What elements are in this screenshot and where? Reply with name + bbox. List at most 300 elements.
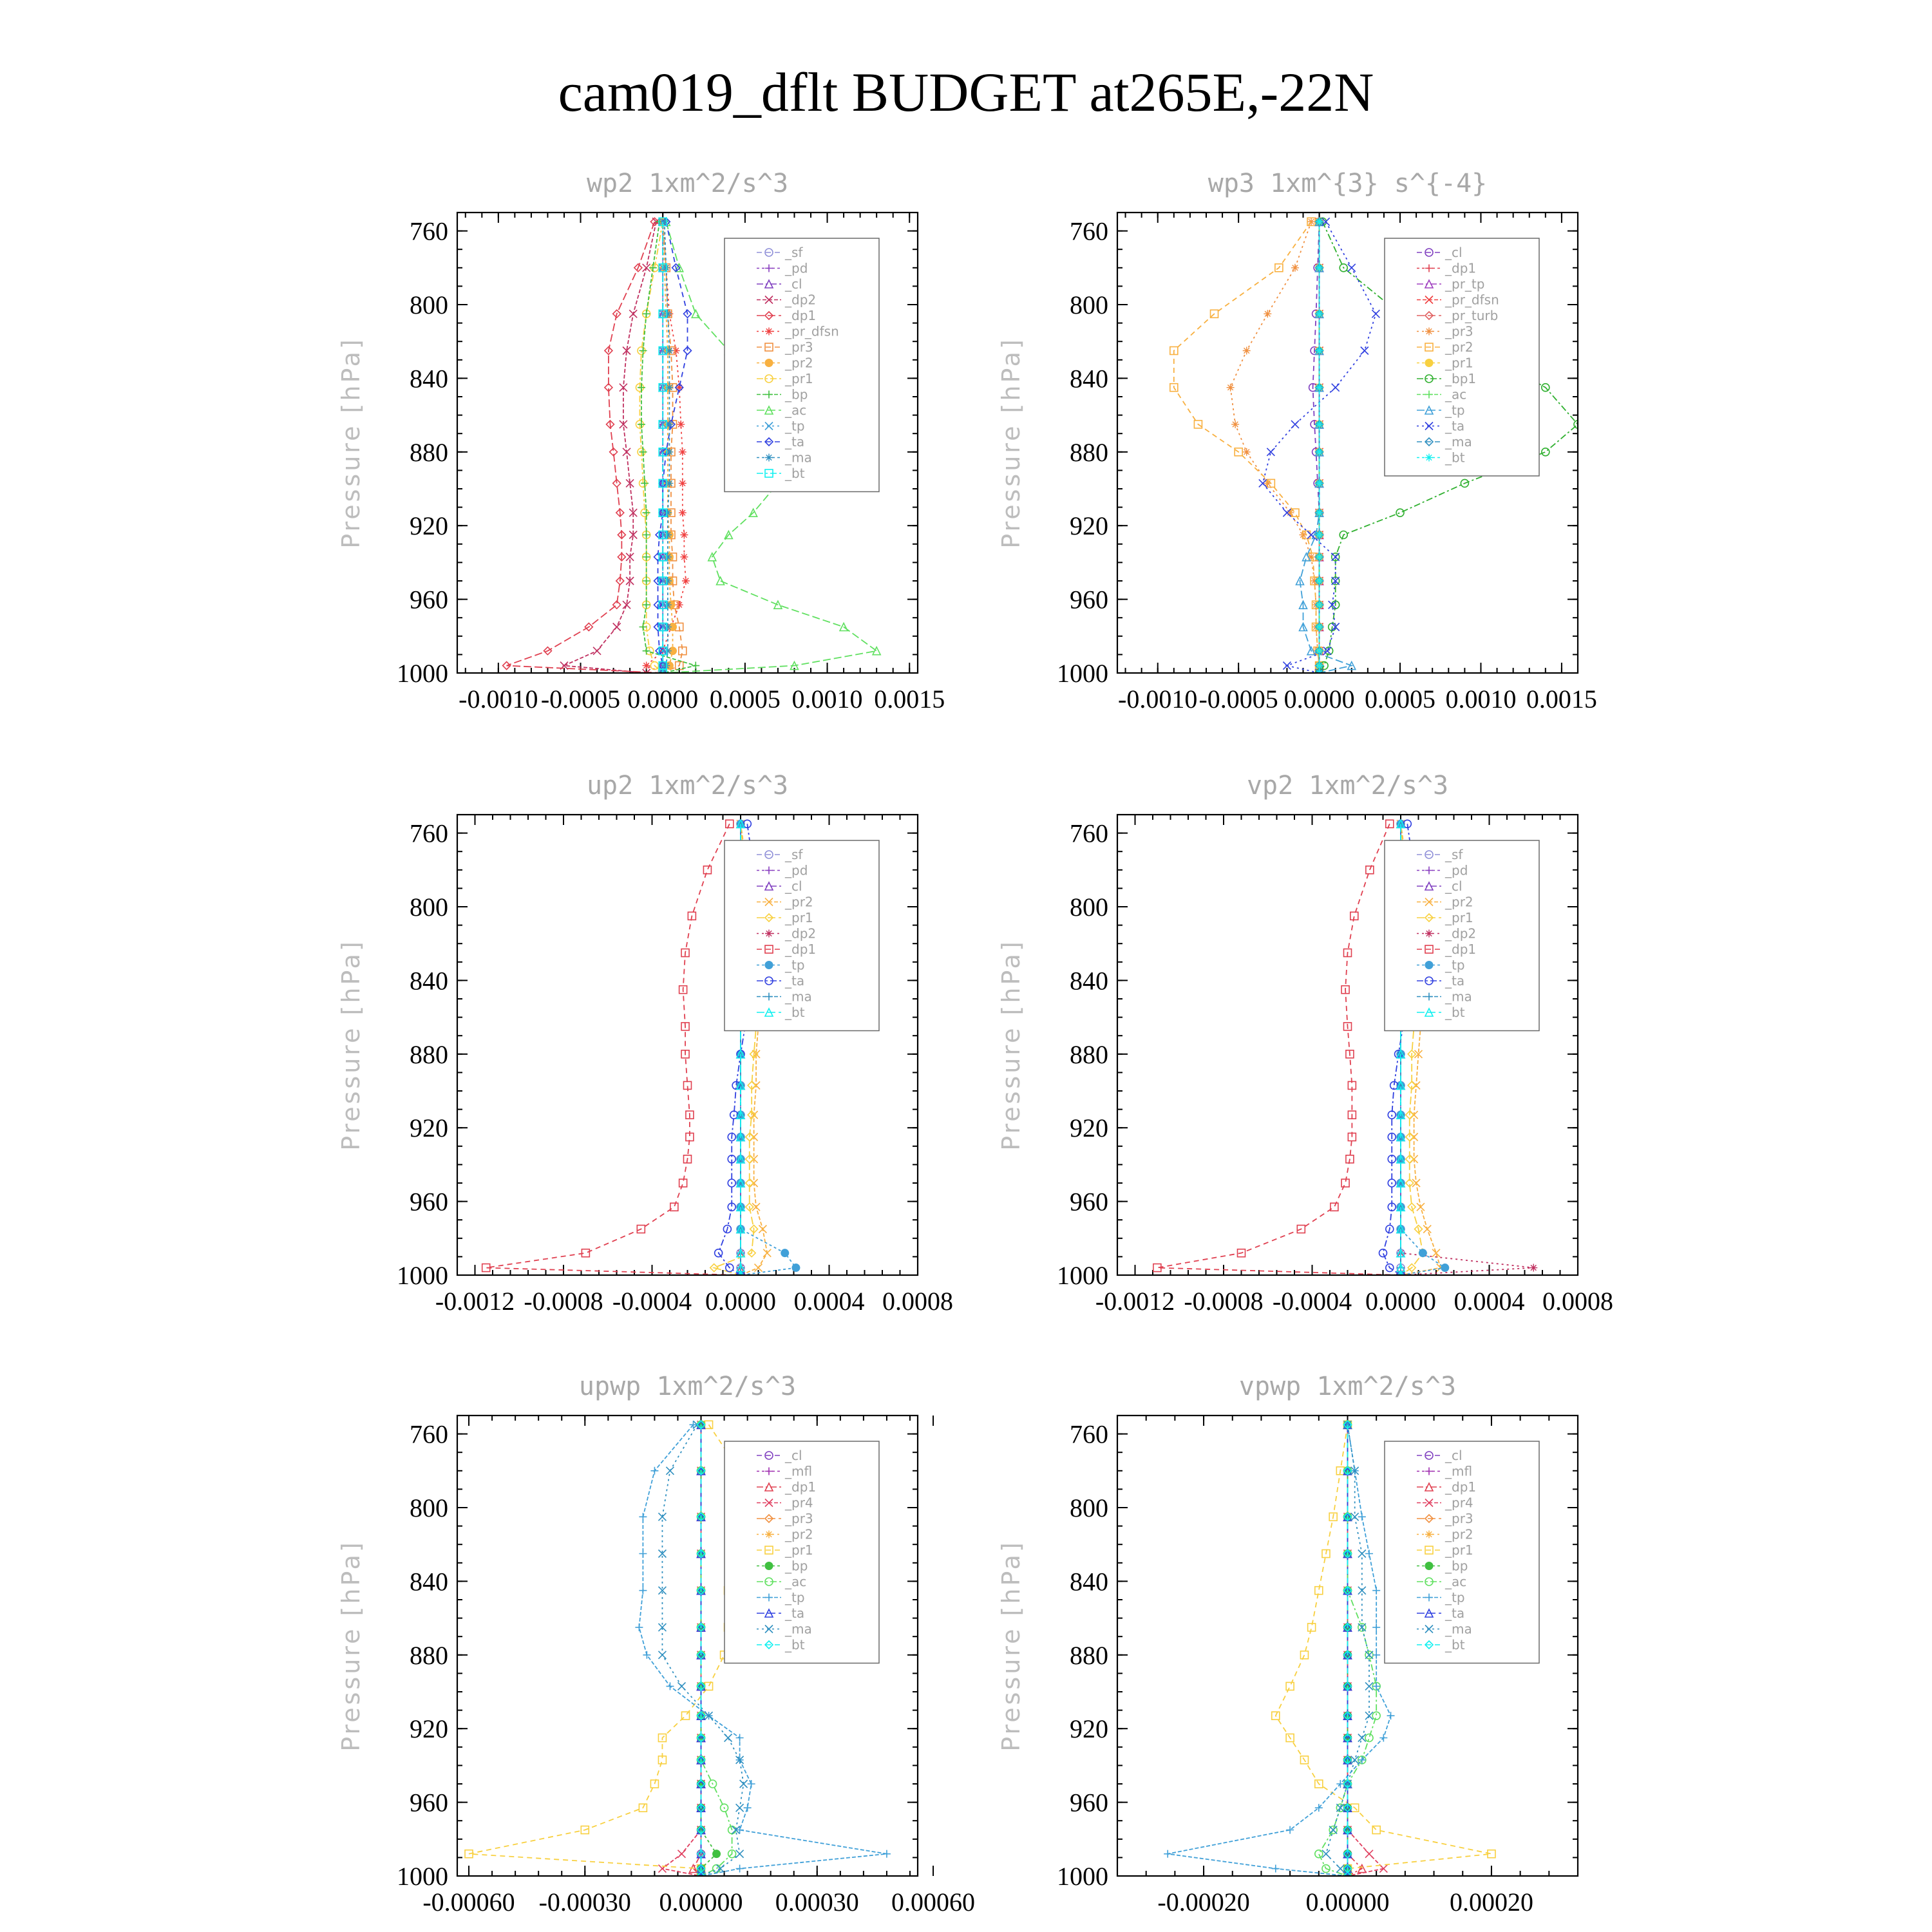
x-tick-label: -0.00060 bbox=[422, 1888, 515, 1917]
series-_tp bbox=[1296, 218, 1355, 677]
legend-label: _tp bbox=[785, 418, 805, 434]
x-tick-label: 0.0000 bbox=[627, 685, 699, 714]
data-point bbox=[664, 577, 672, 585]
legend-label: _bp1 bbox=[1445, 371, 1477, 386]
y-tick-label: 960 bbox=[1070, 1187, 1108, 1217]
legend-label: _ta bbox=[1445, 1605, 1465, 1621]
legend-marker bbox=[765, 359, 773, 367]
legend-label: _dp1 bbox=[785, 308, 817, 323]
series-line bbox=[1231, 222, 1320, 673]
x-tick-label: 0.00030 bbox=[775, 1888, 859, 1917]
data-point bbox=[662, 264, 670, 272]
legend-label: _bt bbox=[1445, 1637, 1465, 1653]
data-point bbox=[638, 421, 645, 428]
data-point bbox=[639, 623, 647, 631]
y-tick-label: 920 bbox=[1070, 511, 1108, 541]
legend-marker bbox=[1425, 359, 1433, 367]
legend-marker bbox=[765, 328, 773, 336]
data-point bbox=[1329, 1826, 1337, 1834]
x-tick-label: -0.0012 bbox=[435, 1287, 515, 1316]
data-point bbox=[703, 866, 711, 874]
legend-label: _bp bbox=[785, 386, 808, 402]
y-tick-label: 880 bbox=[1070, 437, 1108, 467]
panel-subtitle: up2 1xm^2/s^3 bbox=[586, 771, 789, 800]
panel-subtitle: upwp 1xm^2/s^3 bbox=[578, 1372, 797, 1401]
x-tick-label: -0.0004 bbox=[612, 1287, 692, 1316]
data-point bbox=[664, 623, 672, 631]
data-point bbox=[744, 1804, 752, 1812]
legend-label: _tp bbox=[1445, 1589, 1465, 1605]
data-point bbox=[873, 647, 880, 655]
legend-label: _pr4 bbox=[1445, 1495, 1473, 1511]
panel-4 bbox=[337, 1372, 975, 1917]
legend-marker bbox=[1425, 454, 1433, 462]
data-point bbox=[658, 1651, 666, 1659]
data-point bbox=[1316, 577, 1323, 585]
y-axis-label: Pressure [hPa] bbox=[997, 939, 1025, 1151]
data-point bbox=[664, 553, 672, 561]
x-tick-label: 0.0000 bbox=[1365, 1287, 1436, 1316]
y-tick-label: 920 bbox=[410, 1113, 448, 1143]
data-point bbox=[664, 509, 672, 516]
series-_tp bbox=[1164, 1421, 1394, 1880]
legend-label: _pr1 bbox=[1445, 910, 1473, 925]
legend-label: _pr2 bbox=[785, 355, 813, 371]
data-point bbox=[639, 448, 647, 456]
data-point bbox=[740, 1780, 748, 1788]
data-point bbox=[1379, 1249, 1387, 1257]
data-point bbox=[1417, 1203, 1425, 1211]
y-tick-label: 960 bbox=[1070, 585, 1108, 614]
legend-label: _ac bbox=[1445, 1574, 1467, 1589]
data-point bbox=[1361, 347, 1368, 355]
data-point bbox=[1372, 1712, 1380, 1719]
legend-label: _dp2 bbox=[785, 925, 817, 942]
legend bbox=[1385, 238, 1539, 476]
x-tick-label: 0.0008 bbox=[882, 1287, 953, 1316]
data-point bbox=[736, 1804, 744, 1812]
series-line bbox=[486, 824, 741, 1275]
legend-marker bbox=[1425, 328, 1433, 336]
data-point bbox=[1365, 1850, 1373, 1858]
y-tick-label: 880 bbox=[410, 437, 448, 467]
data-point bbox=[629, 310, 637, 317]
y-tick-label: 800 bbox=[410, 893, 448, 922]
legend-label: _bt bbox=[785, 466, 805, 481]
panel-subtitle: vp2 1xm^2/s^3 bbox=[1246, 771, 1449, 800]
data-point bbox=[1396, 509, 1404, 516]
legend-label: _pr2 bbox=[785, 1526, 813, 1542]
data-point bbox=[1316, 531, 1323, 539]
data-point bbox=[781, 1249, 789, 1257]
y-tick-label: 920 bbox=[1070, 1113, 1108, 1143]
y-tick-label: 840 bbox=[410, 1567, 448, 1596]
legend bbox=[724, 238, 879, 492]
data-point bbox=[1227, 384, 1235, 392]
legend-label: _mfl bbox=[1445, 1463, 1473, 1479]
y-tick-label: 800 bbox=[410, 1493, 448, 1522]
legend-marker bbox=[765, 930, 773, 938]
data-point bbox=[724, 1734, 732, 1742]
series-line bbox=[1348, 1425, 1384, 1876]
data-point bbox=[643, 264, 650, 272]
legend-label: _ma bbox=[1445, 434, 1472, 450]
y-tick-label: 1000 bbox=[1057, 1862, 1108, 1891]
x-tick-label: 0.0005 bbox=[709, 685, 781, 714]
legend-marker bbox=[765, 961, 773, 969]
data-point bbox=[1379, 1734, 1387, 1742]
x-tick-label: 0.00000 bbox=[659, 1888, 743, 1917]
data-point bbox=[643, 509, 650, 516]
legend-label: _ma bbox=[785, 450, 812, 466]
data-point bbox=[679, 479, 687, 487]
y-tick-label: 1000 bbox=[397, 1862, 448, 1891]
legend-label: _tp bbox=[785, 957, 805, 973]
data-point bbox=[593, 647, 601, 655]
legend-label: _cl bbox=[785, 1448, 802, 1463]
data-point bbox=[1358, 1513, 1366, 1520]
series-_pr3 bbox=[1227, 218, 1323, 677]
legend-label: _ma bbox=[1445, 989, 1472, 1005]
y-axis-label: Pressure [hPa] bbox=[997, 337, 1025, 549]
data-point bbox=[1365, 1651, 1373, 1659]
data-point bbox=[664, 531, 672, 539]
legend-label: _ta bbox=[1445, 418, 1465, 434]
data-point bbox=[664, 310, 672, 317]
data-point bbox=[635, 1624, 643, 1631]
y-axis-label: Pressure [hPa] bbox=[337, 337, 365, 549]
data-point bbox=[1542, 448, 1549, 456]
y-tick-label: 880 bbox=[1070, 1640, 1108, 1670]
data-point bbox=[1231, 421, 1239, 428]
data-point bbox=[1322, 1850, 1330, 1858]
y-tick-label: 920 bbox=[1070, 1714, 1108, 1744]
legend-label: _pd bbox=[785, 862, 808, 878]
data-point bbox=[639, 1587, 647, 1595]
x-tick-label: -0.00020 bbox=[1157, 1888, 1250, 1917]
panel-5 bbox=[997, 1372, 1578, 1917]
data-point bbox=[1372, 1651, 1380, 1659]
data-point bbox=[639, 1550, 647, 1558]
legend-marker bbox=[1425, 930, 1433, 938]
legend-label: _ac bbox=[785, 1574, 807, 1589]
panel-3 bbox=[997, 771, 1613, 1316]
legend-label: _bt bbox=[785, 1637, 805, 1653]
data-point bbox=[736, 1826, 744, 1834]
y-tick-label: 920 bbox=[410, 511, 448, 541]
legend-label: _pr1 bbox=[1445, 1542, 1473, 1558]
legend-label: _pr_dfsn bbox=[1445, 292, 1499, 308]
legend-label: _pr2 bbox=[1445, 339, 1473, 355]
legend-label: _dp2 bbox=[785, 292, 817, 308]
legend-label: _pr_dfsn bbox=[785, 323, 839, 339]
data-point bbox=[883, 1850, 891, 1858]
data-point bbox=[1365, 1712, 1373, 1719]
data-point bbox=[641, 479, 649, 487]
data-point bbox=[638, 384, 645, 392]
legend-label: _cl bbox=[1445, 1448, 1463, 1463]
data-point bbox=[662, 662, 670, 670]
legend-label: _cl bbox=[785, 276, 802, 292]
series-line bbox=[507, 222, 663, 673]
data-point bbox=[1316, 347, 1323, 355]
legend-label: _bt bbox=[1445, 450, 1465, 466]
series-line bbox=[1168, 1425, 1390, 1876]
x-tick-label: -0.0008 bbox=[1184, 1287, 1264, 1316]
x-tick-label: -0.0005 bbox=[540, 685, 621, 714]
y-tick-label: 760 bbox=[1070, 216, 1108, 246]
data-point bbox=[672, 347, 680, 355]
data-point bbox=[639, 1513, 647, 1520]
data-point bbox=[1243, 347, 1251, 355]
x-tick-label: -0.0010 bbox=[1118, 685, 1198, 714]
legend-label: _bp bbox=[785, 1558, 808, 1574]
legend-label: _ma bbox=[785, 989, 812, 1005]
panel-2 bbox=[337, 771, 953, 1316]
data-point bbox=[736, 1734, 744, 1742]
legend bbox=[724, 1441, 879, 1663]
legend-label: _ac bbox=[785, 402, 807, 418]
data-point bbox=[713, 1850, 721, 1858]
legend-marker bbox=[765, 454, 773, 462]
data-point bbox=[1530, 1264, 1537, 1272]
y-tick-label: 800 bbox=[1070, 1493, 1108, 1522]
data-point bbox=[1365, 1682, 1373, 1690]
legend-label: _pr3 bbox=[785, 339, 813, 355]
data-point bbox=[1316, 479, 1323, 487]
data-point bbox=[792, 1264, 800, 1272]
data-point bbox=[1419, 1249, 1426, 1257]
y-tick-label: 760 bbox=[1070, 819, 1108, 848]
x-tick-label: 0.00060 bbox=[891, 1888, 976, 1917]
legend-label: _tp bbox=[1445, 957, 1465, 973]
x-tick-label: 0.0004 bbox=[793, 1287, 865, 1316]
data-point bbox=[1243, 448, 1251, 456]
figure-title: cam019_dflt BUDGET at265E,-22N bbox=[558, 61, 1374, 123]
y-tick-label: 1000 bbox=[1057, 659, 1108, 688]
y-tick-label: 1000 bbox=[1057, 1261, 1108, 1290]
legend-label: _dp1 bbox=[785, 1479, 817, 1495]
x-tick-label: -0.00030 bbox=[538, 1888, 631, 1917]
legend-marker bbox=[1425, 1531, 1433, 1539]
data-point bbox=[1164, 1850, 1171, 1858]
series-_dp1 bbox=[1153, 820, 1405, 1279]
data-point bbox=[1372, 310, 1379, 317]
legend-label: _pr1 bbox=[1445, 355, 1473, 371]
y-tick-label: 840 bbox=[1070, 966, 1108, 996]
legend-label: _pr2 bbox=[785, 894, 813, 910]
x-tick-label: 0.0010 bbox=[1445, 685, 1517, 714]
data-point bbox=[1291, 264, 1299, 272]
panel-subtitle: wp2 1xm^2/s^3 bbox=[586, 169, 789, 198]
y-tick-label: 880 bbox=[1070, 1039, 1108, 1069]
x-tick-label: -0.0010 bbox=[459, 685, 538, 714]
data-point bbox=[676, 601, 683, 609]
legend-label: _pr_turb bbox=[1445, 308, 1499, 323]
data-point bbox=[1372, 1587, 1380, 1595]
y-axis-label: Pressure [hPa] bbox=[337, 939, 365, 1151]
legend-label: _ta bbox=[1445, 973, 1465, 989]
legend-label: _dp1 bbox=[1445, 260, 1477, 276]
data-point bbox=[1272, 1865, 1280, 1873]
legend bbox=[1385, 840, 1539, 1031]
legend-label: _ta bbox=[785, 434, 805, 450]
y-tick-label: 1000 bbox=[397, 1261, 448, 1290]
data-point bbox=[1300, 1651, 1308, 1659]
legend-label: _pr1 bbox=[785, 371, 813, 386]
legend-label: _pr_tp bbox=[1445, 276, 1485, 292]
y-tick-label: 960 bbox=[410, 585, 448, 614]
legend-label: _pr4 bbox=[785, 1495, 813, 1511]
legend-label: _bp bbox=[1445, 1558, 1468, 1574]
y-tick-label: 960 bbox=[410, 1788, 448, 1817]
data-point bbox=[1316, 647, 1323, 655]
data-point bbox=[759, 1226, 766, 1233]
y-tick-label: 840 bbox=[410, 966, 448, 996]
legend-label: _ac bbox=[1445, 386, 1467, 402]
x-tick-label: 0.00000 bbox=[1305, 1888, 1390, 1917]
data-point bbox=[1365, 1734, 1373, 1742]
y-tick-label: 800 bbox=[1070, 290, 1108, 319]
y-tick-label: 840 bbox=[1070, 364, 1108, 393]
data-point bbox=[1358, 1734, 1366, 1742]
data-point bbox=[679, 448, 687, 456]
x-tick-label: 0.0000 bbox=[705, 1287, 776, 1316]
legend-label: _cl bbox=[1445, 878, 1463, 894]
x-tick-label: 0.0000 bbox=[1283, 685, 1355, 714]
y-tick-label: 920 bbox=[410, 1714, 448, 1744]
data-point bbox=[1372, 1624, 1380, 1631]
data-point bbox=[1365, 1550, 1373, 1558]
data-point bbox=[1387, 1712, 1395, 1719]
data-point bbox=[1316, 553, 1323, 561]
panel-subtitle: wp3 1xm^{3} s^{-4} bbox=[1208, 169, 1488, 198]
legend-marker bbox=[765, 1562, 773, 1570]
data-point bbox=[1286, 1682, 1294, 1690]
legend-label: _tp bbox=[785, 1589, 805, 1605]
legend-label: _tp bbox=[1445, 402, 1465, 418]
data-point bbox=[670, 1203, 678, 1211]
legend-label: _pd bbox=[1445, 862, 1468, 878]
y-tick-label: 880 bbox=[410, 1640, 448, 1670]
panel-0 bbox=[337, 169, 945, 714]
x-tick-label: 0.00020 bbox=[1449, 1888, 1533, 1917]
legend-label: _pr3 bbox=[1445, 1511, 1473, 1526]
legend-label: _pr3 bbox=[1445, 323, 1473, 339]
series-line bbox=[662, 1425, 701, 1876]
legend-label: _sf bbox=[1445, 847, 1463, 862]
data-point bbox=[1316, 623, 1323, 631]
data-point bbox=[736, 1865, 744, 1873]
series-line bbox=[1300, 222, 1351, 673]
data-point bbox=[679, 509, 687, 516]
legend-label: _pr2 bbox=[1445, 894, 1473, 910]
data-point bbox=[1291, 421, 1299, 428]
data-point bbox=[1325, 647, 1333, 655]
data-point bbox=[1316, 662, 1323, 670]
data-point bbox=[748, 1780, 755, 1788]
data-point bbox=[1432, 1249, 1440, 1257]
data-point bbox=[1348, 264, 1356, 272]
panel-1 bbox=[997, 169, 1597, 714]
data-point bbox=[680, 531, 688, 539]
data-point bbox=[1316, 448, 1323, 456]
legend-label: _dp2 bbox=[1445, 925, 1477, 942]
legend-label: _pd bbox=[785, 260, 808, 276]
x-tick-label: 0.0005 bbox=[1365, 685, 1436, 714]
x-tick-label: -0.0004 bbox=[1272, 1287, 1352, 1316]
legend-label: _ta bbox=[785, 1605, 805, 1621]
series-_dp1 bbox=[503, 218, 667, 677]
series-_dp1 bbox=[482, 820, 744, 1279]
y-tick-label: 960 bbox=[410, 1187, 448, 1217]
data-point bbox=[717, 1865, 724, 1873]
legend-label: _mfl bbox=[785, 1463, 813, 1479]
data-point bbox=[1264, 310, 1271, 317]
x-tick-label: 0.0004 bbox=[1454, 1287, 1525, 1316]
y-tick-label: 760 bbox=[410, 1419, 448, 1449]
legend-label: _ma bbox=[1445, 1621, 1472, 1637]
data-point bbox=[1441, 1264, 1449, 1272]
data-point bbox=[666, 1467, 674, 1475]
data-point bbox=[1316, 601, 1323, 609]
data-point bbox=[1423, 1226, 1431, 1233]
x-tick-label: -0.0005 bbox=[1198, 685, 1278, 714]
legend-label: _pr1 bbox=[785, 910, 813, 925]
data-point bbox=[677, 421, 685, 428]
data-point bbox=[664, 601, 672, 609]
data-point bbox=[677, 1850, 685, 1858]
y-tick-label: 760 bbox=[410, 216, 448, 246]
data-point bbox=[692, 662, 699, 670]
y-tick-label: 760 bbox=[410, 819, 448, 848]
data-point bbox=[677, 1682, 685, 1690]
legend-marker bbox=[1425, 961, 1433, 969]
legend bbox=[1385, 1441, 1539, 1663]
data-point bbox=[1316, 384, 1323, 392]
data-point bbox=[736, 1850, 744, 1858]
y-tick-label: 840 bbox=[1070, 1567, 1108, 1596]
legend-label: _pr2 bbox=[1445, 1526, 1473, 1542]
legend-label: _dp1 bbox=[1445, 1479, 1477, 1495]
panels bbox=[337, 169, 1613, 1917]
data-point bbox=[643, 662, 650, 670]
data-point bbox=[682, 577, 690, 585]
data-point bbox=[623, 448, 630, 456]
data-point bbox=[1358, 1550, 1366, 1558]
data-point bbox=[1331, 1203, 1338, 1211]
legend-label: _dp1 bbox=[1445, 942, 1477, 957]
legend-label: _pr1 bbox=[785, 1542, 813, 1558]
data-point bbox=[680, 553, 688, 561]
panel-subtitle: vpwp 1xm^2/s^3 bbox=[1238, 1372, 1457, 1401]
data-point bbox=[1267, 448, 1274, 456]
legend-label: _pr3 bbox=[785, 1511, 813, 1526]
data-point bbox=[1332, 384, 1340, 392]
y-axis-label: Pressure [hPa] bbox=[337, 1540, 365, 1752]
x-tick-label: 0.0015 bbox=[874, 685, 945, 714]
y-tick-label: 800 bbox=[1070, 893, 1108, 922]
legend-label: _bt bbox=[785, 1005, 805, 1020]
data-point bbox=[658, 1513, 666, 1520]
x-tick-label: 0.0015 bbox=[1526, 685, 1597, 714]
y-axis-label: Pressure [hPa] bbox=[997, 1540, 1025, 1752]
legend-label: _bt bbox=[1445, 1005, 1465, 1020]
y-tick-label: 880 bbox=[410, 1039, 448, 1069]
data-point bbox=[620, 384, 627, 392]
y-tick-label: 760 bbox=[1070, 1419, 1108, 1449]
x-tick-label: 0.0010 bbox=[791, 685, 863, 714]
